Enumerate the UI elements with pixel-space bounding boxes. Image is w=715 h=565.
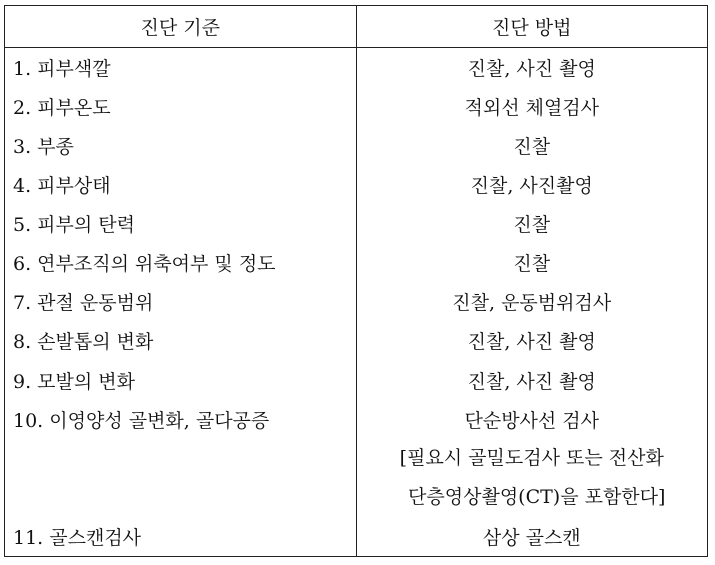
method-cell: 진찰, 사진 촬영 xyxy=(467,331,596,354)
method-cell: 진찰, 사진 촬영 xyxy=(467,370,596,393)
table-row xyxy=(5,243,707,282)
criteria-cell: 1. 피부색깔 xyxy=(5,48,356,88)
table-row xyxy=(5,400,707,439)
criteria-cell: 8. 손발톱의 변화 xyxy=(5,321,356,360)
table-row xyxy=(5,361,707,400)
table-row xyxy=(5,48,707,88)
criteria-cell: 9. 모발의 변화 xyxy=(5,361,356,400)
method-note-line-2: 단층영상촬영(CT)을 포함한다] xyxy=(408,485,666,508)
criteria-cell: 11. 골스캔검사 xyxy=(5,517,356,556)
criteria-cell: 2. 피부온도 xyxy=(5,87,356,126)
method-note-cell xyxy=(356,439,707,517)
method-cell: 단순방사선 검사 xyxy=(464,409,600,432)
criteria-cell: 4. 피부상태 xyxy=(5,165,356,204)
table-row xyxy=(5,87,707,126)
criteria-cell: 7. 관절 운동범위 xyxy=(5,282,356,321)
table-row xyxy=(5,126,707,165)
table-row-note xyxy=(5,439,707,517)
method-cell: 진찰, 사진 촬영 xyxy=(467,58,596,81)
method-cell: 진찰 xyxy=(513,214,551,237)
method-cell: 진찰 xyxy=(513,136,551,159)
method-note-line-1: [필요시 골밀도검사 또는 전산화 xyxy=(399,446,664,469)
table-row xyxy=(5,165,707,204)
table-row xyxy=(5,321,707,360)
table-row xyxy=(5,204,707,243)
criteria-cell: 3. 부종 xyxy=(5,126,356,165)
header-criteria: 진단 기준 xyxy=(5,6,356,48)
method-cell: 적외선 체열검사 xyxy=(464,97,600,120)
criteria-cell: 5. 피부의 탄력 xyxy=(5,204,356,243)
diagnosis-table xyxy=(4,5,708,557)
method-cell: 진찰, 사진촬영 xyxy=(470,175,593,198)
table-row xyxy=(5,282,707,321)
header-method: 진단 방법 xyxy=(356,6,707,48)
criteria-cell: 10. 이영양성 골변화, 골다공증 xyxy=(5,400,356,439)
method-cell: 진찰, 운동범위검사 xyxy=(452,292,612,315)
criteria-cell-empty xyxy=(5,439,356,517)
header-row xyxy=(5,6,707,48)
diagnosis-criteria-table xyxy=(5,6,707,556)
criteria-cell: 6. 연부조직의 위축여부 및 정도 xyxy=(5,243,356,282)
table-row xyxy=(5,517,707,556)
method-cell: 진찰 xyxy=(513,253,551,276)
method-cell: 삼상 골스캔 xyxy=(482,526,581,549)
